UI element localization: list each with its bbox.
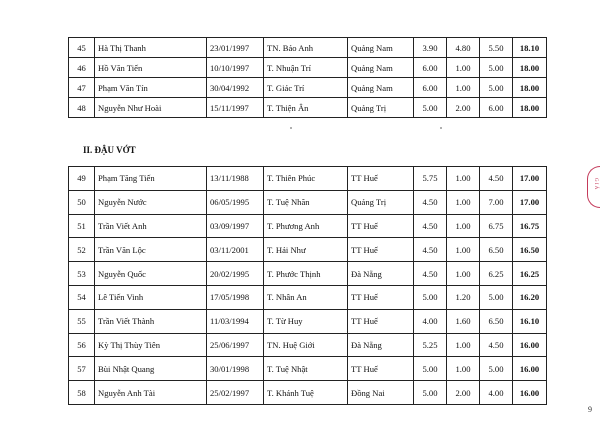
- candidate-name: Trần Văn Lộc: [95, 238, 207, 262]
- score-3: 6.50: [480, 238, 513, 262]
- candidate-name: Nguyễn Anh Tài: [95, 381, 207, 405]
- table-row: [69, 98, 547, 118]
- row-number: 45: [69, 38, 95, 58]
- date-of-birth: 30/01/1998: [207, 357, 264, 381]
- score-1: 5.00: [414, 357, 447, 381]
- score-1: 5.25: [414, 333, 447, 357]
- score-2: 1.00: [447, 78, 480, 98]
- score-1: 4.50: [414, 190, 447, 214]
- score-3: 6.75: [480, 214, 513, 238]
- row-number: 49: [69, 167, 95, 191]
- results-table-top: [68, 37, 547, 118]
- candidate-name: Nguyễn Nước: [95, 190, 207, 214]
- province: TT Huế: [348, 214, 414, 238]
- table-row: [69, 38, 547, 58]
- date-of-birth: 11/03/1994: [207, 309, 264, 333]
- province: Quảng Nam: [348, 78, 414, 98]
- candidate-name: Phạm Tăng Tiến: [95, 167, 207, 191]
- province: Quảng Nam: [348, 58, 414, 78]
- score-1: 6.00: [414, 78, 447, 98]
- date-of-birth: 17/05/1998: [207, 285, 264, 309]
- club-name: TN. Huệ Giới: [264, 333, 348, 357]
- table-row: [69, 357, 547, 381]
- table-row: [69, 285, 547, 309]
- candidate-name: Phạm Văn Tín: [95, 78, 207, 98]
- date-of-birth: 10/10/1997: [207, 58, 264, 78]
- score-1: 3.90: [414, 38, 447, 58]
- date-of-birth: 20/02/1995: [207, 262, 264, 286]
- table-row: [69, 309, 547, 333]
- club-name: T. Thiên Phúc: [264, 167, 348, 191]
- club-name: T. Khánh Tuệ: [264, 381, 348, 405]
- score-1: 5.00: [414, 98, 447, 118]
- candidate-name: Hà Thị Thanh: [95, 38, 207, 58]
- score-2: 1.00: [447, 333, 480, 357]
- date-of-birth: 03/11/2001: [207, 238, 264, 262]
- row-number: 57: [69, 357, 95, 381]
- scan-dot: [440, 127, 442, 129]
- club-name: T. Từ Huy: [264, 309, 348, 333]
- score-1: 4.50: [414, 214, 447, 238]
- province: Đồng Nai: [348, 381, 414, 405]
- table-row: [69, 58, 547, 78]
- table-row: [69, 262, 547, 286]
- total-score: 16.10: [513, 309, 547, 333]
- row-number: 48: [69, 98, 95, 118]
- table-row: [69, 381, 547, 405]
- candidate-name: Kỳ Thị Thùy Tiên: [95, 333, 207, 357]
- row-number: 50: [69, 190, 95, 214]
- total-score: 16.00: [513, 381, 547, 405]
- score-3: 6.25: [480, 262, 513, 286]
- score-3: 5.00: [480, 78, 513, 98]
- club-name: T. Phước Thịnh: [264, 262, 348, 286]
- date-of-birth: 25/02/1997: [207, 381, 264, 405]
- table-row: [69, 214, 547, 238]
- total-score: 16.75: [513, 214, 547, 238]
- province: TT Huế: [348, 285, 414, 309]
- score-1: 4.50: [414, 262, 447, 286]
- province: TT Huế: [348, 167, 414, 191]
- row-number: 47: [69, 78, 95, 98]
- total-score: 16.00: [513, 357, 547, 381]
- date-of-birth: 15/11/1997: [207, 98, 264, 118]
- total-score: 17.00: [513, 190, 547, 214]
- table-row: [69, 333, 547, 357]
- scan-dot: [290, 127, 292, 129]
- province: TT Huế: [348, 309, 414, 333]
- score-1: 6.00: [414, 58, 447, 78]
- score-1: 5.00: [414, 381, 447, 405]
- row-number: 53: [69, 262, 95, 286]
- score-2: 1.00: [447, 167, 480, 191]
- score-2: 1.20: [447, 285, 480, 309]
- province: Quảng Nam: [348, 38, 414, 58]
- score-3: 4.50: [480, 333, 513, 357]
- total-score: 16.00: [513, 333, 547, 357]
- section-heading: II. ĐẬU VỚT: [83, 145, 136, 155]
- candidate-name: Hồ Văn Tiến: [95, 58, 207, 78]
- score-1: 4.00: [414, 309, 447, 333]
- score-3: 4.00: [480, 381, 513, 405]
- date-of-birth: 30/04/1992: [207, 78, 264, 98]
- score-3: 5.00: [480, 58, 513, 78]
- score-2: 4.80: [447, 38, 480, 58]
- row-number: 46: [69, 58, 95, 78]
- score-1: 4.50: [414, 238, 447, 262]
- row-number: 52: [69, 238, 95, 262]
- club-name: T. Thiện Ân: [264, 98, 348, 118]
- score-2: 1.00: [447, 357, 480, 381]
- score-2: 1.00: [447, 262, 480, 286]
- club-name: T. Nhuận Trí: [264, 58, 348, 78]
- total-score: 18.00: [513, 78, 547, 98]
- candidate-name: Trần Viết Thành: [95, 309, 207, 333]
- total-score: 18.00: [513, 58, 547, 78]
- date-of-birth: 23/01/1997: [207, 38, 264, 58]
- score-2: 2.00: [447, 381, 480, 405]
- score-1: 5.00: [414, 285, 447, 309]
- score-3: 5.00: [480, 357, 513, 381]
- score-3: 6.00: [480, 98, 513, 118]
- club-name: T. Nhân An: [264, 285, 348, 309]
- candidate-name: Trần Viết Anh: [95, 214, 207, 238]
- province: Đà Nẵng: [348, 262, 414, 286]
- total-score: 17.00: [513, 167, 547, 191]
- club-name: T. Hải Như: [264, 238, 348, 262]
- province: TT Huế: [348, 357, 414, 381]
- score-2: 1.00: [447, 238, 480, 262]
- club-name: TN. Bảo Anh: [264, 38, 348, 58]
- candidate-name: Nguyễn Quốc: [95, 262, 207, 286]
- score-3: 4.50: [480, 167, 513, 191]
- page-number: 9: [588, 405, 592, 414]
- candidate-name: Bùi Nhật Quang: [95, 357, 207, 381]
- row-number: 58: [69, 381, 95, 405]
- score-2: 1.00: [447, 190, 480, 214]
- province: Quảng Trị: [348, 190, 414, 214]
- score-2: 1.60: [447, 309, 480, 333]
- date-of-birth: 06/05/1995: [207, 190, 264, 214]
- date-of-birth: 25/06/1997: [207, 333, 264, 357]
- table-row: [69, 190, 547, 214]
- row-number: 56: [69, 333, 95, 357]
- score-2: 2.00: [447, 98, 480, 118]
- total-score: 16.20: [513, 285, 547, 309]
- date-of-birth: 03/09/1997: [207, 214, 264, 238]
- club-name: T. Tuệ Nhật: [264, 357, 348, 381]
- row-number: 51: [69, 214, 95, 238]
- total-score: 18.00: [513, 98, 547, 118]
- province: TT Huế: [348, 238, 414, 262]
- score-1: 5.75: [414, 167, 447, 191]
- club-name: T. Tuệ Nhãn: [264, 190, 348, 214]
- score-3: 6.50: [480, 309, 513, 333]
- score-2: 1.00: [447, 214, 480, 238]
- total-score: 18.10: [513, 38, 547, 58]
- table-row: [69, 78, 547, 98]
- total-score: 16.25: [513, 262, 547, 286]
- candidate-name: Lê Tiến Vinh: [95, 285, 207, 309]
- table-row: [69, 167, 547, 191]
- stamp-text: G I Á: [593, 178, 598, 190]
- row-number: 55: [69, 309, 95, 333]
- club-name: T. Phương Anh: [264, 214, 348, 238]
- table-row: [69, 238, 547, 262]
- total-score: 16.50: [513, 238, 547, 262]
- province: Đà Nẵng: [348, 333, 414, 357]
- results-table-bottom: [68, 166, 547, 405]
- score-3: 5.50: [480, 38, 513, 58]
- province: Quảng Trị: [348, 98, 414, 118]
- score-3: 5.00: [480, 285, 513, 309]
- score-2: 1.00: [447, 58, 480, 78]
- date-of-birth: 13/11/1988: [207, 167, 264, 191]
- candidate-name: Nguyễn Như Hoài: [95, 98, 207, 118]
- score-3: 7.00: [480, 190, 513, 214]
- club-name: T. Giác Trí: [264, 78, 348, 98]
- row-number: 54: [69, 285, 95, 309]
